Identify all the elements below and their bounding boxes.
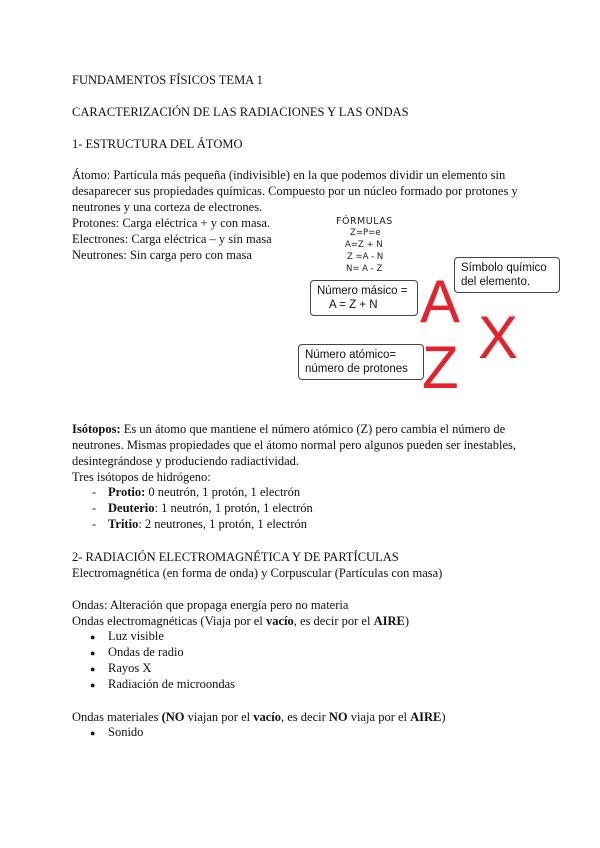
isotopes-paragraph	[72, 421, 532, 469]
callout-mass-number	[310, 280, 418, 316]
callout-symbol-line-2: del elemento.	[461, 276, 531, 288]
em-item: Rayos X	[108, 661, 152, 675]
text-fragment: , es decir	[281, 710, 329, 724]
bold-no: (NO	[161, 710, 185, 724]
bullet-icon: ●	[90, 728, 96, 738]
document-title: FUNDAMENTOS FÍSICOS TEMA 1	[72, 73, 263, 87]
bullet-icon: ●	[90, 680, 96, 690]
text-fragment: )	[441, 710, 446, 724]
formula-1: Z=P=e	[350, 228, 381, 238]
isotope-name: Deuterio	[108, 501, 155, 515]
section-1-heading: 1- ESTRUCTURA DEL ÁTOMO	[72, 137, 243, 151]
neutrons-line: Neutrones: Sin carga pero con masa	[72, 248, 252, 262]
bold-vacio: vacío	[253, 710, 281, 724]
isotope-item-tritio	[108, 517, 307, 532]
isotopes-text: Es un átomo que mantiene el número atómico (Z) pero cambia el número de neutrones. Mismas propiedades que el átomo normal pero algunos pueden ser inestables, desintegrándose y produciendo radiactividad.	[72, 422, 516, 468]
protons-line: Protones: Carga eléctrica + y con masa.	[72, 216, 271, 230]
material-waves-line	[72, 709, 446, 725]
isotopes-intro: Tres isótopos de hidrógeno:	[72, 470, 211, 484]
dash-marker: -	[92, 485, 97, 499]
symbol-letter-x: X	[478, 304, 519, 371]
callout-symbol-line-1: Símbolo químico	[461, 262, 547, 274]
section-2-heading: 2- RADIACIÓN ELECTROMAGNÉTICA Y DE PARTÍCULAS	[72, 550, 399, 564]
bullet-icon: ●	[90, 632, 96, 642]
text-fragment: , es decir por el	[293, 614, 374, 628]
atomic-letter-z: Z	[422, 334, 459, 401]
text-fragment: viajan por el	[184, 710, 254, 724]
electrons-line: Electrones: Carga eléctrica – y sin masa	[72, 232, 272, 246]
isotope-item-protio	[108, 485, 300, 500]
section-2-subheading: Electromagnética (en forma de onda) y Corpuscular (Partículas con masa)	[72, 566, 443, 580]
bold-aire: AIRE	[373, 614, 405, 628]
isotope-desc: : 1 neutrón, 1 protón, 1 electrón	[154, 501, 313, 515]
document-subtitle: CARACTERIZACIÓN DE LAS RADIACIONES Y LAS ONDAS	[72, 105, 409, 119]
text-fragment: viaja por el	[347, 710, 411, 724]
callout-atomic-line-1: Número atómico=	[305, 349, 397, 361]
bullet-icon: ●	[90, 648, 96, 658]
isotope-name: Protio:	[108, 485, 146, 499]
formula-3: Z =A - N	[347, 252, 384, 262]
bold-vacio: vacío	[265, 614, 294, 628]
formula-2: A=Z + N	[345, 240, 383, 250]
em-item: Radiación de microondas	[108, 677, 236, 691]
bullet-icon: ●	[90, 664, 96, 674]
callout-atomic-line-2: número de protones	[305, 363, 408, 375]
callout-mass-line-2: A = Z + N	[329, 299, 378, 311]
text-fragment: Ondas electromagnéticas (Viaja por el	[72, 614, 266, 628]
isotope-item-deuterio	[108, 501, 313, 516]
waves-definition: Ondas: Alteración que propaga energía pero no materia	[72, 598, 349, 612]
text-fragment: )	[404, 614, 410, 628]
dash-marker: -	[92, 517, 97, 531]
formulas-title: FÓRMULAS	[336, 216, 393, 227]
isotope-name: Tritio	[108, 517, 139, 531]
material-item: Sonido	[108, 725, 144, 739]
em-waves-line	[72, 613, 409, 629]
text-fragment: Ondas materiales	[72, 710, 162, 724]
isotopes-label: Isótopos:	[72, 422, 121, 436]
callout-chemical-symbol	[454, 257, 560, 293]
isotope-desc: : 2 neutrones, 1 protón, 1 electrón	[138, 517, 308, 531]
isotope-desc: 0 neutrón, 1 protón, 1 electrón	[145, 485, 301, 499]
bold-no: NO	[328, 710, 348, 724]
bold-aire: AIRE	[410, 710, 442, 724]
em-item: Luz visible	[108, 629, 164, 643]
mass-letter-a: A	[420, 268, 461, 335]
callout-mass-line-1: Número másico =	[317, 285, 408, 297]
dash-marker: -	[92, 501, 97, 515]
formula-4: N= A - Z	[346, 264, 383, 274]
em-item: Ondas de radio	[108, 645, 184, 659]
callout-atomic-number	[298, 344, 424, 380]
atom-definition: Átomo: Partícula más pequeña (indivisible) en la que podemos dividir un elemento sin desaparecer sus propiedades químicas. Compuesto por un núcleo formado por protones y neutrones y una corteza de electrones.	[72, 168, 518, 214]
